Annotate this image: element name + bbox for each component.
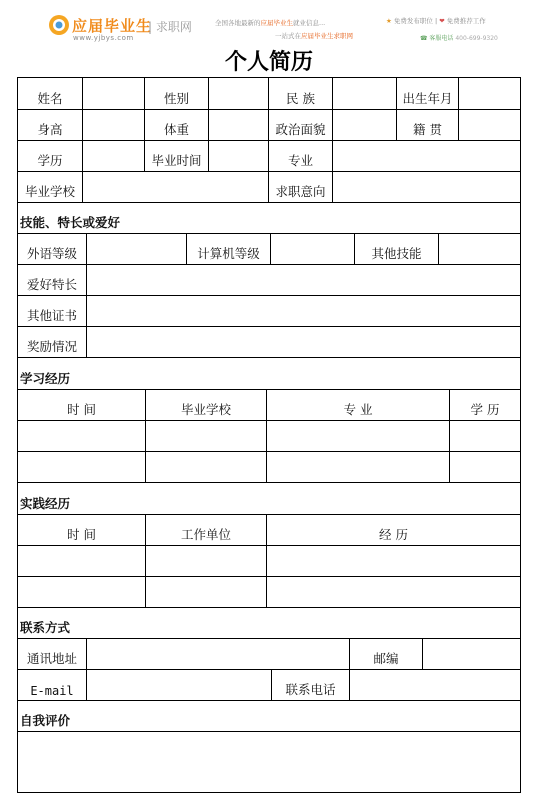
- field-education[interactable]: [82, 141, 144, 171]
- practice-entry-row: [18, 546, 520, 577]
- section-contact-heading: 联系方式: [20, 620, 71, 635]
- skills-row-1: [18, 234, 520, 265]
- logo-text: 应届毕业生: [72, 17, 153, 35]
- practice-col-company: 工作单位: [145, 515, 266, 545]
- skills-row-2: [18, 265, 520, 296]
- section-skills-heading: 技能、特长或爱好: [20, 215, 121, 230]
- tagline-2: 一站式在应届毕业生求职网: [275, 32, 353, 40]
- label-hobby: 爱好特长: [26, 277, 77, 292]
- logo-icon: [48, 14, 70, 36]
- field-major[interactable]: [332, 141, 520, 171]
- link-recommend[interactable]: 免费推荐工作: [446, 17, 486, 25]
- basic-row-1: [18, 78, 520, 110]
- practice-field-time[interactable]: [18, 577, 145, 607]
- label-award: 奖励情况: [26, 339, 77, 354]
- label-certificate: 其他证书: [26, 308, 77, 323]
- field-name[interactable]: [82, 78, 144, 109]
- practice-col-time: 时 间: [67, 527, 96, 542]
- field-hobby[interactable]: [86, 265, 520, 295]
- skills-heading-row: [18, 203, 520, 234]
- field-ethnicity[interactable]: [332, 78, 396, 109]
- skills-row-4: [18, 327, 520, 358]
- study-field-degree[interactable]: [449, 452, 520, 482]
- label-address: 通讯地址: [26, 651, 77, 666]
- label-ethnicity: 民 族: [268, 78, 332, 109]
- basic-row-4: [18, 172, 520, 203]
- label-school: 毕业学校: [24, 184, 75, 199]
- study-entry-row: [18, 452, 520, 483]
- basic-row-2: [18, 110, 520, 141]
- field-postcode[interactable]: [422, 639, 520, 669]
- label-intention: 求职意向: [268, 172, 332, 202]
- star-icon: ★: [386, 17, 392, 25]
- study-entry-row: [18, 421, 520, 452]
- site-header: [0, 0, 538, 46]
- label-other-skill: 其他技能: [354, 234, 438, 264]
- link-post-job[interactable]: 免费发布职位: [393, 17, 433, 25]
- label-weight: 体重: [144, 110, 208, 140]
- study-col-major: 专 业: [266, 390, 449, 420]
- section-study-heading: 学习经历: [20, 371, 71, 386]
- practice-field-experience[interactable]: [266, 577, 520, 607]
- study-col-time: 时 间: [67, 402, 96, 417]
- practice-field-experience[interactable]: [266, 546, 520, 576]
- label-grad-time: 毕业时间: [144, 141, 208, 171]
- study-header-row: [18, 390, 520, 421]
- study-field-degree[interactable]: [449, 421, 520, 451]
- field-intention[interactable]: [332, 172, 520, 202]
- practice-heading-row: [18, 483, 520, 515]
- phone-icon: ☎: [420, 35, 428, 42]
- field-certificate[interactable]: [86, 296, 520, 326]
- study-field-major[interactable]: [266, 421, 449, 451]
- contact-heading-row: [18, 608, 520, 639]
- field-award[interactable]: [86, 327, 520, 357]
- hotline: ☎ 客服电话 400-699-9320: [420, 35, 498, 42]
- logo-url: www.yjbys.com: [73, 34, 134, 42]
- label-gender: 性别: [144, 78, 208, 109]
- resume-form: [17, 77, 521, 793]
- self-eval-heading-row: [18, 701, 520, 732]
- label-name: 姓名: [37, 91, 63, 106]
- label-computer: 计算机等级: [186, 234, 270, 264]
- label-birth: 出生年月: [396, 78, 458, 109]
- field-grad-time[interactable]: [208, 141, 268, 171]
- field-school[interactable]: [82, 172, 268, 202]
- field-language[interactable]: [86, 234, 186, 264]
- field-self-eval[interactable]: [18, 732, 520, 792]
- page-title: 个人简历: [224, 49, 313, 75]
- label-major: 专业: [268, 141, 332, 171]
- field-address[interactable]: [86, 639, 349, 669]
- logo-subtitle: | 求职网: [148, 20, 192, 34]
- contact-row-1: [18, 639, 520, 670]
- label-politics: 政治面貌: [268, 110, 332, 140]
- skills-row-3: [18, 296, 520, 327]
- field-email[interactable]: [86, 670, 271, 700]
- field-phone[interactable]: [349, 670, 520, 700]
- practice-field-company[interactable]: [145, 546, 266, 576]
- practice-entry-row: [18, 577, 520, 608]
- field-gender[interactable]: [208, 78, 268, 109]
- practice-field-time[interactable]: [18, 546, 145, 576]
- section-practice-heading: 实践经历: [20, 496, 71, 511]
- practice-col-experience: 经 历: [266, 515, 520, 545]
- study-col-degree: 学 历: [449, 390, 520, 420]
- study-heading-row: [18, 358, 520, 390]
- field-birth[interactable]: [458, 78, 520, 109]
- label-height: 身高: [37, 122, 63, 137]
- study-field-major[interactable]: [266, 452, 449, 482]
- field-native[interactable]: [458, 110, 520, 140]
- study-col-school: 毕业学校: [145, 390, 266, 420]
- contact-row-2: [18, 670, 520, 701]
- label-email: E-mail: [30, 684, 74, 698]
- study-field-time[interactable]: [18, 452, 145, 482]
- practice-field-company[interactable]: [145, 577, 266, 607]
- study-field-school[interactable]: [145, 421, 266, 451]
- label-phone: 联系电话: [271, 670, 349, 700]
- label-education: 学历: [37, 153, 63, 168]
- section-self-eval-heading: 自我评价: [20, 713, 71, 728]
- practice-header-row: [18, 515, 520, 546]
- study-field-school[interactable]: [145, 452, 266, 482]
- tagline-1: 全国各地最新的应届毕业生就业信息...: [215, 19, 326, 27]
- field-politics[interactable]: [332, 110, 396, 140]
- field-weight[interactable]: [208, 110, 268, 140]
- field-height[interactable]: [82, 110, 144, 140]
- study-field-time[interactable]: [18, 421, 145, 451]
- basic-row-3: [18, 141, 520, 172]
- field-computer[interactable]: [270, 234, 354, 264]
- label-language: 外语等级: [26, 246, 77, 261]
- label-postcode: 邮编: [349, 639, 422, 669]
- header-links: ★ 免费发布职位 | ❤ 免费推荐工作: [386, 17, 486, 25]
- field-other-skill[interactable]: [438, 234, 520, 264]
- heart-icon: ❤: [439, 17, 445, 25]
- label-native: 籍 贯: [396, 110, 458, 140]
